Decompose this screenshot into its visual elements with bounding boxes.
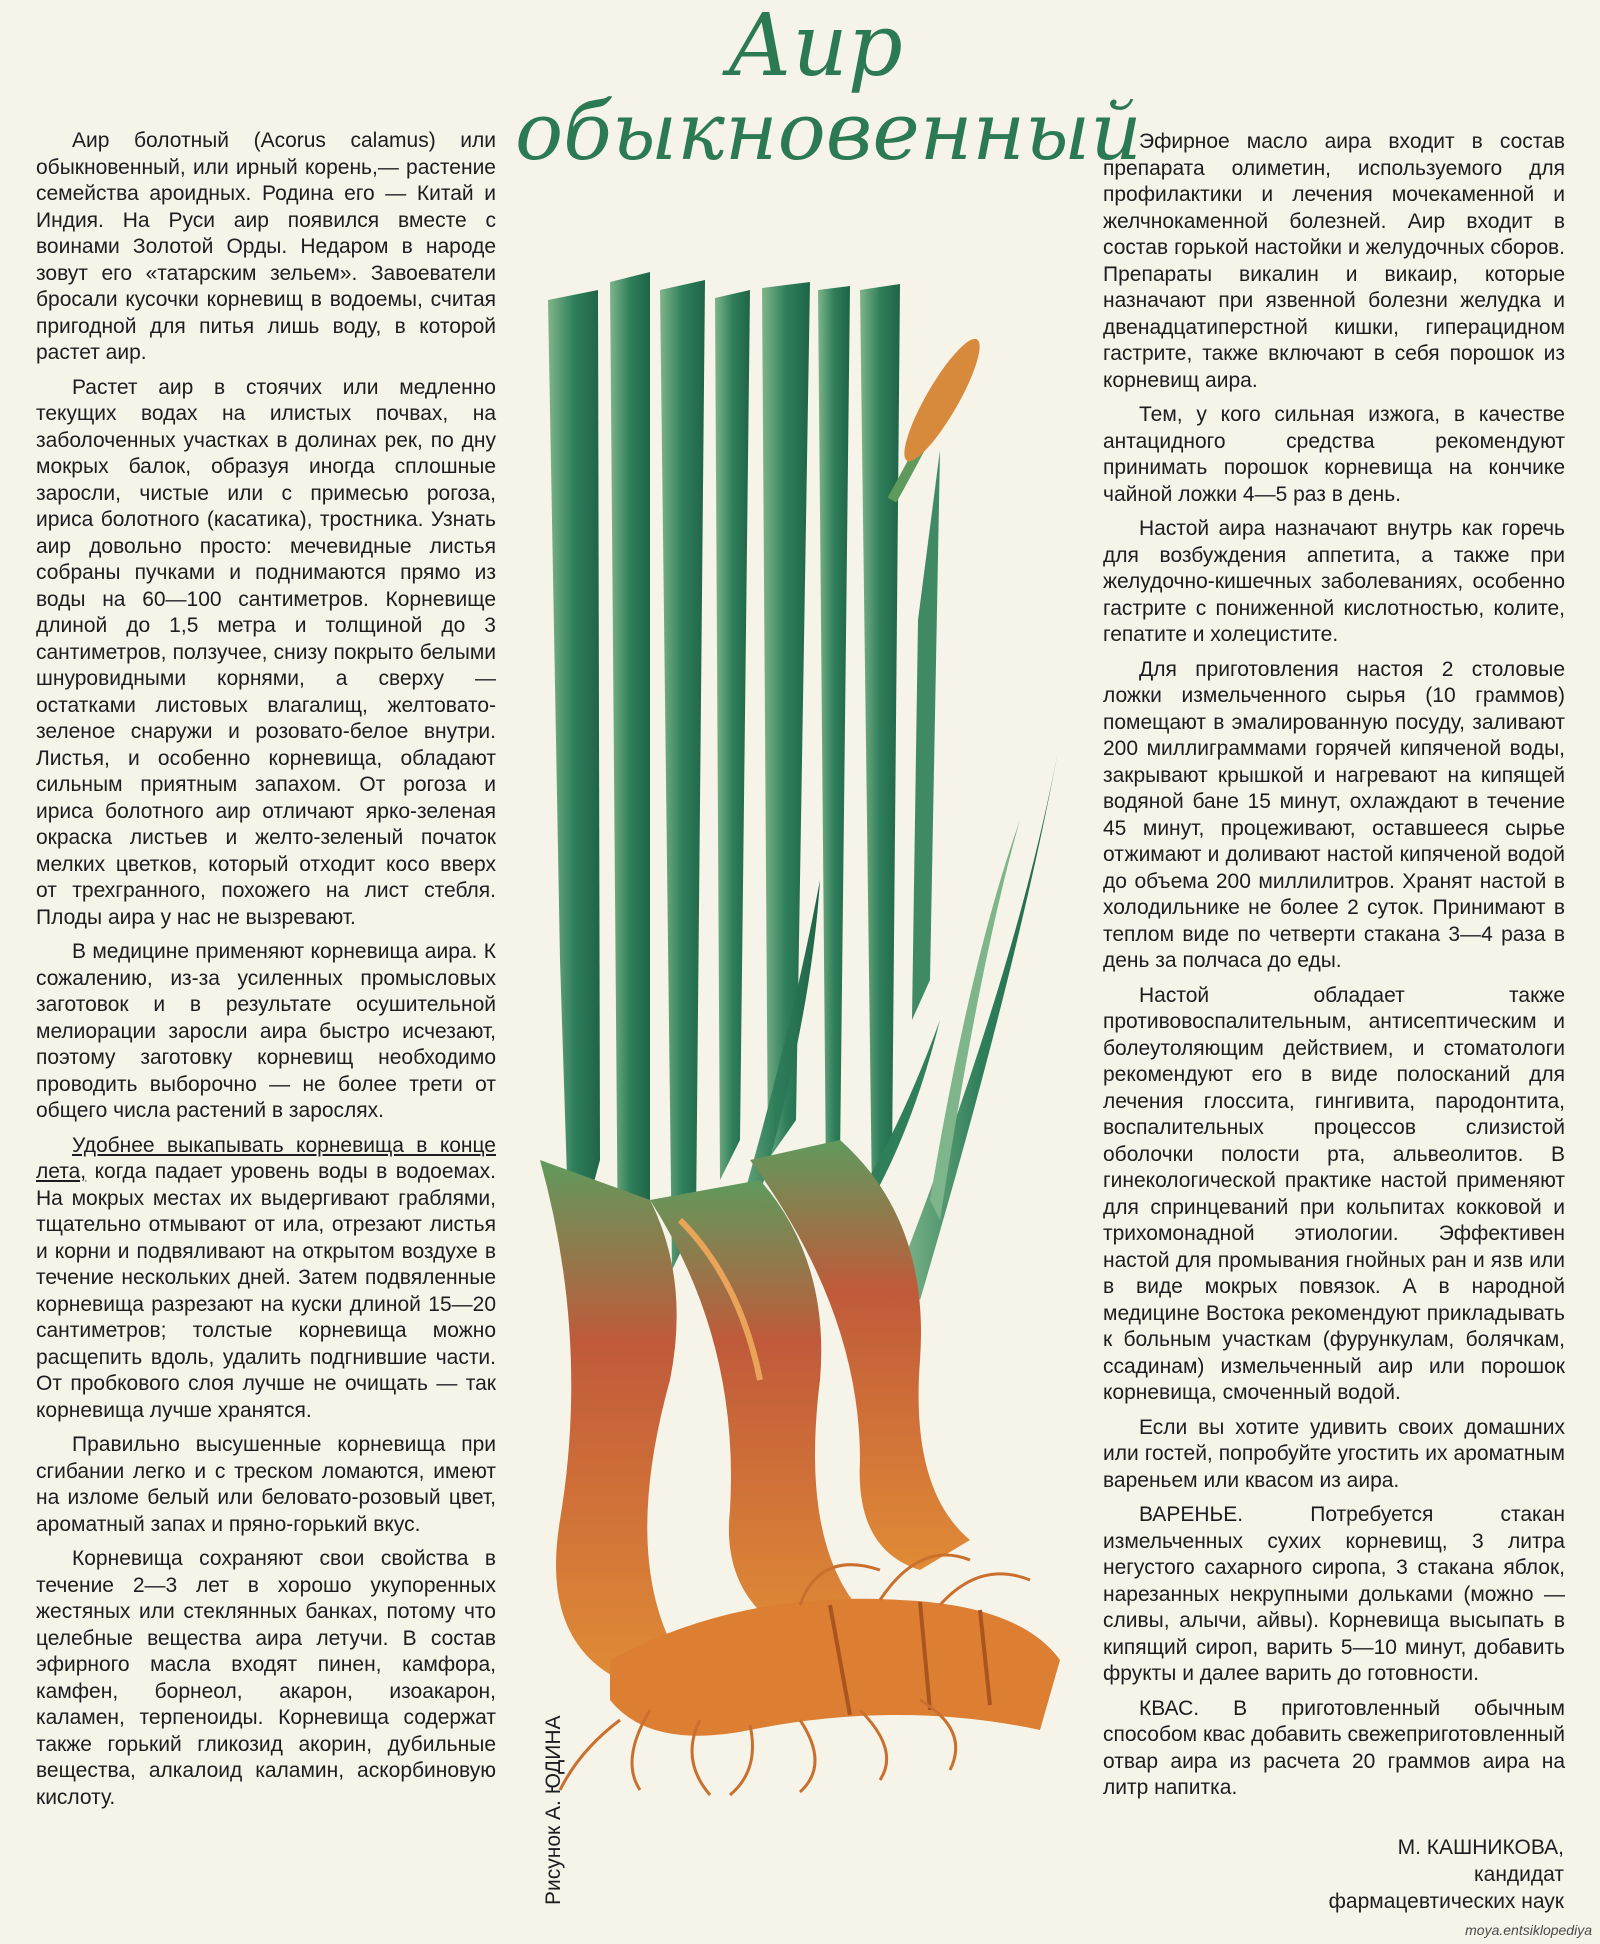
paragraph: Если вы хотите удивить своих домашних или гостей, попробуйте угостить их ароматным вареньем или квасом из аира. [1103, 1415, 1565, 1492]
paragraph: Корневища сохраняют свои свойства в течение 2—3 лет в хорошо укупоренных жестяных или стеклянных банках, потому что целебные вещества аира летучи. В состав эфирного масла входят пинен, камфора, камфен, борнеол, акарон, изоакарон, каламен, терпеноиды. Корневища содержат также горький гликозид акорин, дубильные вещества, алкалоид каламин, аскорбиновую кислоту. [36, 1547, 496, 1809]
paragraph: В медицине применяют корневища аира. К сожалению, из-за усиленных промысловых заготовок и в результате осушительной мелиорации заросли аира быстро исчезают, поэтому заготовку корневищ необходимо проводить выборочно — не более трети от общего числа растений в зарослях. [36, 940, 496, 1122]
paragraph: Аир болотный (Acorus calamus) или обыкновенный, или ирный корень,— растение семейства ароидных. Родина его — Китай и Индия. На Руси аир появился вместе с воинами Золотой Орды. Недаром в народе зовут его «татарским зельем». Завоеватели бросали кусочки корневищ в водоемы, считая пригодной для питья лишь воду, в которой растет аир. [36, 129, 496, 364]
paragraph: Настой обладает также противовоспалительным, антисептическим и болеутоляющим действием, и стоматологи рекомендуют его в виде полосканий для лечения глоссита, гингивита, пародонтита, воспалительных процессов слизистой оболочки полости рта, альвеолитов. В гинекологической практике настой применяют для спринцеваний при кольпитах кокковой и трихомонадной этиологии. Эффективен настой для промывания гнойных ран и язв или в виде мокрых повязок. А в народной медицине Востока рекомендуют прикладывать к больным участкам (фурункулам, болячкам, ссадинам) измельченный аир или порошок корневища, смоченный водой. [1103, 983, 1565, 1404]
paragraph [36, 1133, 496, 1425]
author-name: М. КАШНИКОВА, [1397, 1836, 1564, 1859]
leaf-blades [548, 272, 1060, 1300]
underlined-phrase: Удобнее выкапывать корневища в конце лета, [36, 1133, 496, 1183]
paragraph: Правильно высушенные корневища при сгибании легко и с треском ломаются, имеют на изломе белый или беловато-розовый цвет, ароматный запах и пряно-горький вкус. [36, 1433, 496, 1536]
title-line-1: Аир [727, 0, 903, 96]
rhizome [610, 1599, 1060, 1736]
paragraph: Тем, у кого сильная изжога, в качестве антацидного средства рекомендуют принимать порошок корневища на кончике чайной ложки 4—5 раз в день. [1103, 403, 1565, 506]
paragraph: Эфирное масло аира входит в состав препарата олиметин, используемого для профилактики и лечения мочекаменной и желчнокаменной болезней. Аир входит в состав горькой настойки и желудочных сборов. Препараты викалин и викаир, которые назначают при язвенной болезни желудка и двенадцатиперстной кишки, гиперацидном гастрите, также включают в себя порошок из корневищ аира. [1103, 130, 1565, 392]
author-field: фармацевтических наук [1328, 1890, 1564, 1913]
author-byline [1250, 1834, 1564, 1915]
right-text-column [1103, 129, 1565, 1810]
paragraph: Растет аир в стоячих или медленно текущих водах на илистых почвах, на заболоченных участках в долинах рек, по дну мокрых балок, образуя иногда сплошные заросли, чистые или с примесью рогоза, ириса болотного (касатика), тростника. Узнать аир довольно просто: мечевидные листья собраны пучками и поднимаются прямо из воды на 60—100 сантиметров. Корневище длиной до 1,5 метра и толщиной до 3 сантиметров, ползучее, снизу покрыто белыми шнуровидными корнями, а сверху — остатками листовых влагалищ, желтовато-зеленое снаружи и розовато-белое внутри. Листья, и особенно корневища, обладают сильным приятным запахом. От рогоза и ириса болотного аир отличают ярко-зеленая окраска листьев и желто-зеленый початок мелких цветков, который отходит косо вверх от трехгранного, похожего на лист стебля. Плоды аира у нас не вызревают. [36, 375, 496, 929]
article-title [515, 0, 1142, 178]
paragraph-text: когда падает уровень воды в водоемах. На мокрых местах их выдергивают граблями, тщательно отмывают от ила, отрезают листья и корни и подвяливают на открытом воздухе в течение нескольких дней. Затем подвяленные корневища разрезают на куски длиной 15—20 сантиметров; толстые корневища можно расщепить вдоль, удалить подгнившие части. От пробкового слоя лучше не очищать — так корневища лучше хранятся. [36, 1160, 496, 1422]
title-line-2: обыкновенный [515, 85, 1142, 178]
site-watermark: moya.entsiklopediya [1465, 1922, 1592, 1938]
calamus-plant-illustration [500, 260, 1100, 1800]
plant-stems [540, 1140, 970, 1680]
left-text-column [36, 128, 496, 1819]
flower-spadix [892, 331, 991, 500]
illustration-credit: Рисунок А. ЮДИНА [542, 1715, 565, 1905]
paragraph: Настой аира назначают внутрь как горечь для возбуждения аппетита, а также при желудочно-кишечных заболеваниях, особенно гастрите с пониженной кислотностью, колите, гепатите и холецистите. [1103, 517, 1565, 646]
paragraph: КВАС. В приготовленный обычным способом квас добавить свежеприготовленный отвар аира из расчета 20 граммов аира на литр напитка. [1103, 1696, 1565, 1799]
paragraph: ВАРЕНЬЕ. Потребуется стакан измельченных сухих корневищ, 3 литра негустого сахарного сиропа, 3 стакана яблок, нарезанных некрупными дольками (можно — сливы, алычи, айвы). Корневища высыпать в кипящий сироп, варить 5—10 минут, добавить фрукты и далее варить до готовности. [1103, 1503, 1565, 1685]
paragraph: Для приготовления настоя 2 столовые ложки измельченного сырья (10 граммов) помещают в эмалированную посуду, заливают 200 миллиграммами горячей кипяченой воды, закрывают крышкой и нагревают на кипящей водяной бане 15 минут, охлаждают в течение 45 минут, процеживают, оставшееся сырье отжимают и доливают настой кипяченой водой до объема 200 миллилитров. Хранят настой в холодильнике не более 2 суток. Принимают в теплом виде по четверти стакана 3—4 раза в день за полчаса до еды. [1103, 657, 1565, 972]
author-degree: кандидат [1474, 1863, 1564, 1886]
